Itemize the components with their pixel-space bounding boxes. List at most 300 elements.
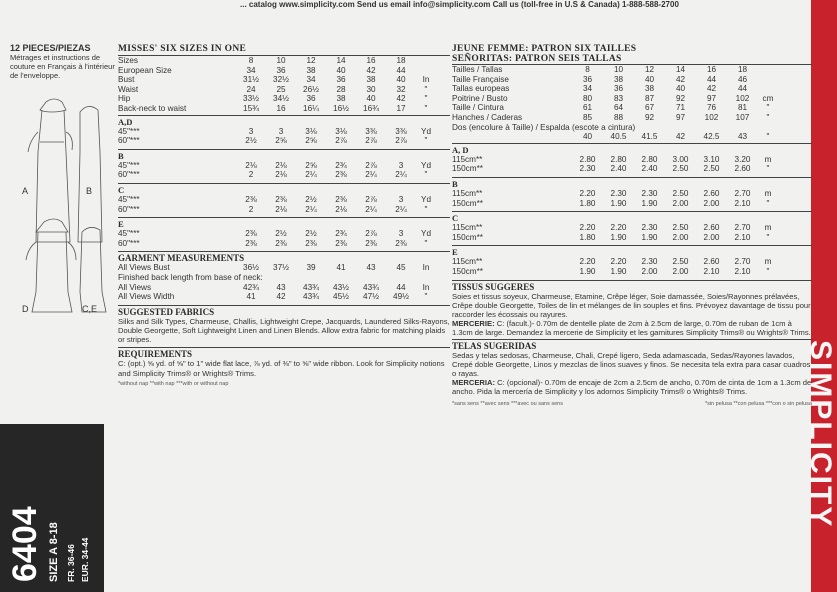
table-cell: 32	[396, 84, 406, 94]
table-cell: 2.30	[641, 257, 658, 267]
table-row	[452, 267, 812, 277]
sketch-label-d: D	[22, 304, 29, 314]
table-cell: 45½	[333, 292, 349, 302]
table-row	[118, 66, 450, 76]
table-cell: 46	[737, 74, 748, 84]
table-cell	[236, 273, 266, 283]
table-cell: 3⅜	[365, 126, 377, 136]
table-cell: 2.00	[703, 232, 720, 242]
garment-sketches	[10, 92, 120, 332]
table-cell	[727, 123, 758, 133]
tissus-text: Soies et tissus soyeux, Charmeuse, Etamine, Crêpe léger, Soie damassée, Soies/Rayonnes prélavées, Crêpe double Georgette, Toiles de lin et mélanges de lin souples et fins. Prévoyez davantage de tissu pour raccorder les écossais ou rayures.	[452, 291, 811, 319]
table-cell: 40	[336, 65, 346, 75]
table-cell: 30	[366, 84, 376, 94]
table-cell: 44	[706, 74, 717, 84]
table-cell: 10	[613, 65, 624, 74]
jeune-section	[452, 44, 812, 407]
table-cell: 2.80	[610, 154, 627, 164]
table-cell: 31½	[243, 75, 259, 85]
table-cell: 2.00	[703, 198, 720, 208]
unit-cell: "	[424, 204, 428, 214]
table-row	[452, 164, 812, 174]
table-cell: 80	[582, 93, 593, 103]
row-label: Taille / Cintura	[452, 103, 504, 113]
table-row	[118, 229, 450, 239]
telas-title: TELAS SUGERIDAS	[452, 339, 812, 351]
unit-cell: "	[424, 136, 428, 146]
view-group-title: B	[118, 149, 450, 161]
unit-cell: "	[766, 132, 770, 142]
table-cell: 39	[306, 263, 316, 273]
unit-cell: "	[424, 84, 428, 94]
table-cell: 3⅜	[395, 126, 407, 136]
pieces-french: Métrages et instructions de couture en Français à l'intérieur de l'enveloppe.	[10, 53, 115, 80]
table-cell	[296, 273, 326, 283]
table-row	[452, 65, 812, 75]
view-group-title: E	[452, 245, 812, 257]
table-cell: 2⅞	[365, 194, 377, 204]
table-cell: 102	[735, 93, 750, 103]
table-cell: 3.00	[672, 154, 689, 164]
unit-cell: m	[764, 188, 772, 198]
table-cell: 2.50	[672, 223, 689, 233]
table-cell	[603, 123, 634, 133]
table-cell: 2¼	[305, 170, 317, 180]
table-cell: 32½	[273, 75, 289, 85]
table-cell: 2.10	[734, 198, 751, 208]
table-cell: 67	[644, 103, 655, 113]
table-cell: 3	[398, 194, 404, 204]
table-row	[452, 189, 812, 199]
table-cell: 2⅞	[365, 136, 377, 146]
unit-cell: Yd	[420, 126, 431, 136]
table-cell: 1.80	[579, 232, 596, 242]
row-label: 45"***	[118, 194, 140, 204]
table-cell: 37½	[273, 263, 289, 273]
fabrics-text: Silks and Silk Types, Charmeuse, Challis, Lightweight Crepe, Jacquards, Laundered Silks-Rayons, Double Georgette, Soft Lightweight Linen and Linen Blends. Allow extra fabric for matching plaids or stripes.	[118, 316, 450, 345]
row-label: 45"***	[118, 229, 140, 239]
table-cell: 2.20	[579, 257, 596, 267]
table-cell: 61	[582, 103, 593, 113]
table-cell: 2⅛	[245, 160, 257, 170]
table-row	[452, 75, 812, 85]
table-cell: 1.90	[641, 198, 658, 208]
table-cell: 2⅜	[305, 238, 317, 248]
table-row	[452, 199, 812, 209]
unit-cell: "	[766, 103, 770, 113]
table-cell: 42	[366, 65, 376, 75]
unit-cell: In	[422, 282, 430, 292]
table-cell: 38	[613, 74, 624, 84]
table-cell: 41.5	[641, 132, 658, 142]
table-cell	[266, 273, 296, 283]
table-cell: 2.70	[734, 223, 751, 233]
table-cell: 92	[675, 93, 686, 103]
table-row	[118, 161, 450, 171]
table-cell: 47½	[363, 292, 379, 302]
table-cell	[386, 273, 416, 283]
table-cell: 2.50	[703, 164, 720, 174]
table-row	[118, 205, 450, 215]
table-cell: 2⅛	[335, 204, 347, 214]
row-label: 60"***	[118, 136, 140, 146]
table-cell: 2⅜	[335, 170, 347, 180]
table-cell: 3⅛	[305, 126, 317, 136]
table-cell: 1.90	[610, 198, 627, 208]
table-row	[452, 103, 812, 113]
row-label: 150cm**	[452, 198, 483, 208]
table-row	[118, 104, 450, 114]
table-cell: 43	[366, 263, 376, 273]
table-cell: 44	[396, 65, 406, 75]
table-row	[118, 85, 450, 95]
unit-cell: cm	[762, 93, 774, 103]
table-cell: 1.90	[579, 266, 596, 276]
table-cell: 83	[613, 93, 624, 103]
view-group	[452, 189, 812, 208]
table-cell: 2.50	[672, 257, 689, 267]
table-cell: 2¼	[395, 204, 407, 214]
table-cell: 34	[246, 65, 256, 75]
unit-cell: "	[424, 94, 428, 104]
unit-cell	[758, 123, 778, 133]
table-cell: 2.10	[734, 266, 751, 276]
table-cell: 25	[276, 84, 286, 94]
table-cell: 16	[276, 103, 286, 113]
jeune-yardage-table	[452, 143, 812, 277]
unit-cell: m	[764, 257, 772, 267]
table-cell: 2.20	[579, 223, 596, 233]
table-cell: 107	[735, 112, 750, 122]
brand-band	[804, 0, 837, 592]
unit-cell: In	[422, 263, 430, 273]
table-cell: 8	[248, 56, 254, 65]
table-cell: 42.5	[703, 132, 720, 142]
table-cell: 85	[582, 112, 593, 122]
table-cell	[665, 123, 696, 133]
unit-cell: "	[766, 164, 770, 174]
table-cell: 2	[248, 204, 254, 214]
table-row	[118, 292, 450, 302]
table-row	[452, 223, 812, 233]
table-cell: 34	[582, 84, 593, 94]
table-row	[118, 94, 450, 104]
table-cell: 2⅜	[275, 238, 287, 248]
table-cell: 3.20	[734, 154, 751, 164]
row-label: 150cm**	[452, 164, 483, 174]
table-cell: 2.60	[734, 164, 751, 174]
row-label: Sizes	[118, 56, 139, 65]
table-cell: 2⅛	[275, 204, 287, 214]
table-cell: 38	[306, 65, 316, 75]
table-cell: 2½	[305, 194, 317, 204]
table-cell: 3	[278, 126, 284, 136]
table-cell: 12	[306, 56, 316, 65]
table-cell: 42	[675, 74, 686, 84]
row-label: Tailles / Tallas	[452, 65, 503, 74]
unit-cell	[758, 65, 778, 75]
unit-cell: m	[764, 154, 772, 164]
table-cell: 40.5	[610, 132, 627, 142]
table-cell: 38	[336, 94, 346, 104]
row-label: 115cm**	[452, 154, 483, 164]
table-cell: 43¾	[363, 282, 379, 292]
jeune-footnote-es: *sin pelusa **con pelusa ***con o sin pelusa	[704, 400, 812, 407]
unit-cell: "	[766, 198, 770, 208]
table-cell: 71	[675, 103, 686, 113]
table-cell: 2.40	[641, 164, 658, 174]
view-group	[452, 155, 812, 174]
table-cell: 2½	[275, 229, 287, 239]
table-cell: 38	[644, 84, 655, 94]
row-label: Tallas europeas	[452, 84, 510, 94]
table-row	[118, 239, 450, 249]
garment-title: GARMENT MEASUREMENTS	[118, 251, 450, 263]
table-cell: 2⅞	[365, 160, 377, 170]
table-cell: 2.80	[579, 154, 596, 164]
table-cell: 2⅞	[365, 229, 377, 239]
table-cell: 16¾	[363, 103, 379, 113]
table-row	[452, 155, 812, 165]
mercerie-text: C: (facult.)- 0.70m de dentelle plate de 2cm à 2.5cm de large, 0.70m de ruban de 1cm à 1.3cm de large. Demandez la mercerie de Simplicity et les garnitures Simplicity Trims® ou Wrights® Trims.	[452, 319, 811, 338]
unit-cell	[758, 84, 778, 94]
table-cell: 40	[396, 75, 406, 85]
dress-sketch-dce	[26, 219, 106, 312]
row-label: 45"***	[118, 160, 140, 170]
table-cell: 2¼	[365, 204, 377, 214]
table-cell: 92	[644, 112, 655, 122]
table-cell: 8	[585, 65, 590, 74]
table-cell	[572, 123, 603, 133]
table-cell: 3.10	[703, 154, 720, 164]
table-cell: 2.00	[672, 232, 689, 242]
table-row	[118, 75, 450, 85]
table-row	[118, 263, 450, 273]
table-cell: 97	[675, 112, 686, 122]
unit-cell: "	[424, 292, 428, 302]
table-cell: 40	[582, 132, 593, 142]
table-cell: 34½	[273, 94, 289, 104]
table-cell: 2.10	[703, 266, 720, 276]
table-cell: 2¼	[305, 204, 317, 214]
pieces-info	[10, 44, 122, 80]
table-cell: 44	[737, 84, 748, 94]
table-cell: 40	[675, 84, 686, 94]
table-cell	[356, 273, 386, 283]
table-cell: 1.90	[610, 232, 627, 242]
table-cell: 87	[644, 93, 655, 103]
table-cell: 3⅛	[335, 126, 347, 136]
table-cell: 14	[336, 56, 346, 65]
table-cell: 16	[366, 56, 376, 65]
jeune-footnote-fr: *sans sens **avec sens ***avec ou sans sens	[452, 400, 563, 407]
table-cell	[326, 273, 356, 283]
table-cell: 2.60	[703, 257, 720, 267]
row-label: Waist	[118, 84, 139, 94]
merceria-title: MERCERIA:	[452, 378, 496, 388]
table-cell: 33½	[243, 94, 259, 104]
table-cell: 2¾	[335, 160, 347, 170]
row-label: 115cm**	[452, 188, 483, 198]
table-cell: 26½	[303, 84, 319, 94]
requirements-title: REQUIREMENTS	[118, 347, 450, 359]
unit-cell: "	[424, 170, 428, 180]
table-cell: 1.90	[641, 232, 658, 242]
table-cell: 41	[336, 263, 346, 273]
table-cell: 2.60	[703, 188, 720, 198]
view-group	[118, 161, 450, 180]
table-cell: 1.80	[579, 198, 596, 208]
table-cell: 2¼	[395, 170, 407, 180]
telas-text: Sedas y telas sedosas, Charmeuse, Chali, Crepé ligero, Seda adamascada, Sedas/Rayones lavados, Crepé doble Georgette, Linos y mezclas de linos suaves y finos. Se necesita tela extra para casar cuadros o rayas.	[452, 350, 811, 378]
table-cell: 2⅜	[335, 194, 347, 204]
table-cell: 17	[396, 103, 406, 113]
view-group-title: A,D	[118, 115, 450, 127]
table-cell: 2.70	[734, 188, 751, 198]
table-row	[118, 273, 450, 283]
table-cell: 41	[246, 292, 256, 302]
table-cell: 2.30	[641, 223, 658, 233]
table-cell: 42	[276, 292, 286, 302]
jeune-title-fr: JEUNE FEMME: PATRON SIX TAILLES	[452, 44, 637, 54]
table-cell: 38	[366, 75, 376, 85]
table-cell: 16	[706, 65, 717, 74]
row-label: Hip	[118, 94, 131, 104]
sketch-label-ce: C,E	[82, 304, 98, 314]
table-row	[118, 56, 450, 66]
unit-cell: Yd	[420, 160, 431, 170]
table-cell: 2.20	[610, 257, 627, 267]
table-cell: 2⅜	[365, 238, 377, 248]
row-label	[452, 132, 572, 142]
table-cell: 1.90	[610, 266, 627, 276]
fabrics-title: SUGGESTED FABRICS	[118, 305, 450, 317]
table-cell: 24	[246, 84, 256, 94]
unit-cell	[416, 273, 436, 283]
table-cell: 2⅞	[395, 136, 407, 146]
garment-table	[118, 263, 450, 301]
view-group-title: C	[452, 211, 812, 223]
pattern-size-eur: EUR. 34-44	[80, 537, 90, 582]
table-cell: 76	[706, 103, 717, 113]
table-cell: 49½	[393, 292, 409, 302]
table-cell: 12	[644, 65, 655, 74]
pattern-size: SIZE A 8-18	[48, 522, 60, 582]
table-cell: 36	[306, 94, 316, 104]
pieces-title: 12 PIECES/PIEZAS	[10, 43, 91, 53]
table-cell: 10	[276, 56, 286, 65]
table-cell: 2.20	[610, 223, 627, 233]
row-label: Hanches / Caderas	[452, 112, 523, 122]
table-cell: 2.10	[734, 232, 751, 242]
row-label: 60"***	[118, 238, 140, 248]
sketch-label-a: A	[22, 186, 29, 196]
row-label: Back-neck to waist	[118, 103, 187, 113]
table-cell: 2.30	[579, 164, 596, 174]
unit-cell: Yd	[420, 194, 431, 204]
table-cell: 2⅜	[335, 238, 347, 248]
table-cell: 36½	[243, 263, 259, 273]
table-cell: 2.00	[641, 266, 658, 276]
table-cell: 2⅝	[305, 160, 317, 170]
view-group-title: C	[118, 183, 450, 195]
sketch-label-b: B	[86, 186, 93, 196]
dress-sketch-ab	[28, 99, 102, 242]
table-cell: 36	[613, 84, 624, 94]
table-cell: 2½	[305, 229, 317, 239]
table-row	[118, 136, 450, 146]
row-label: 60"***	[118, 204, 140, 214]
table-cell: 2.40	[610, 164, 627, 174]
table-cell: 2⅜	[395, 238, 407, 248]
table-cell: 2¾	[335, 229, 347, 239]
table-cell: 2⅛	[275, 170, 287, 180]
table-cell: 2.30	[641, 188, 658, 198]
table-cell: 16¼	[303, 103, 319, 113]
unit-cell	[758, 75, 778, 85]
unit-cell: m	[764, 223, 772, 233]
row-label: 150cm**	[452, 266, 483, 276]
table-cell: 81	[737, 103, 748, 113]
table-cell: 43¾	[303, 282, 319, 292]
row-label: Poitrine / Busto	[452, 93, 508, 103]
table-cell: 36	[582, 74, 593, 84]
mercerie-title: MERCERIE:	[452, 319, 495, 329]
table-cell: 2⅜	[245, 238, 257, 248]
table-cell: 43¾	[303, 292, 319, 302]
table-cell: 2⅜	[245, 194, 257, 204]
table-cell: 2.60	[703, 223, 720, 233]
row-label: All Views Bust	[118, 263, 170, 273]
misses-footnote: *without nap **with nap ***with or without nap	[118, 380, 229, 387]
table-cell: 42	[396, 94, 406, 104]
table-cell: 2⅜	[245, 229, 257, 239]
table-cell: 2.20	[579, 188, 596, 198]
table-cell: 2¼	[365, 170, 377, 180]
row-label: Taille Française	[452, 74, 509, 84]
table-row	[452, 94, 812, 104]
table-cell: 42	[675, 132, 686, 142]
table-cell	[634, 123, 665, 133]
table-cell: 88	[613, 112, 624, 122]
row-label: 115cm**	[452, 257, 483, 267]
table-cell: 45	[396, 263, 406, 273]
table-row	[452, 113, 812, 123]
table-cell: 2.50	[672, 164, 689, 174]
table-cell: 64	[613, 103, 624, 113]
view-group-title: E	[118, 217, 450, 229]
misses-yardage-table	[118, 115, 450, 249]
table-cell: 2⅝	[305, 136, 317, 146]
table-cell: 2½	[245, 136, 257, 146]
table-cell: 34	[306, 75, 316, 85]
table-cell: 18	[737, 65, 748, 74]
table-cell: 28	[336, 84, 346, 94]
unit-cell: "	[766, 266, 770, 276]
table-row	[452, 257, 812, 267]
row-label: 60"***	[118, 170, 140, 180]
view-group-title: B	[452, 177, 812, 189]
row-label: Dos (encolure à Taille) / Espalda (escote a cintura)	[452, 122, 636, 132]
table-row	[452, 233, 812, 243]
misses-title: MISSES' SIX SIZES IN ONE	[118, 44, 450, 56]
table-row	[118, 283, 450, 293]
brand-text: SIMPLICITY	[804, 340, 837, 529]
row-label: 115cm**	[452, 223, 483, 233]
row-label: European Size	[118, 65, 172, 75]
row-label: Bust	[118, 75, 135, 85]
unit-cell: In	[422, 75, 430, 85]
